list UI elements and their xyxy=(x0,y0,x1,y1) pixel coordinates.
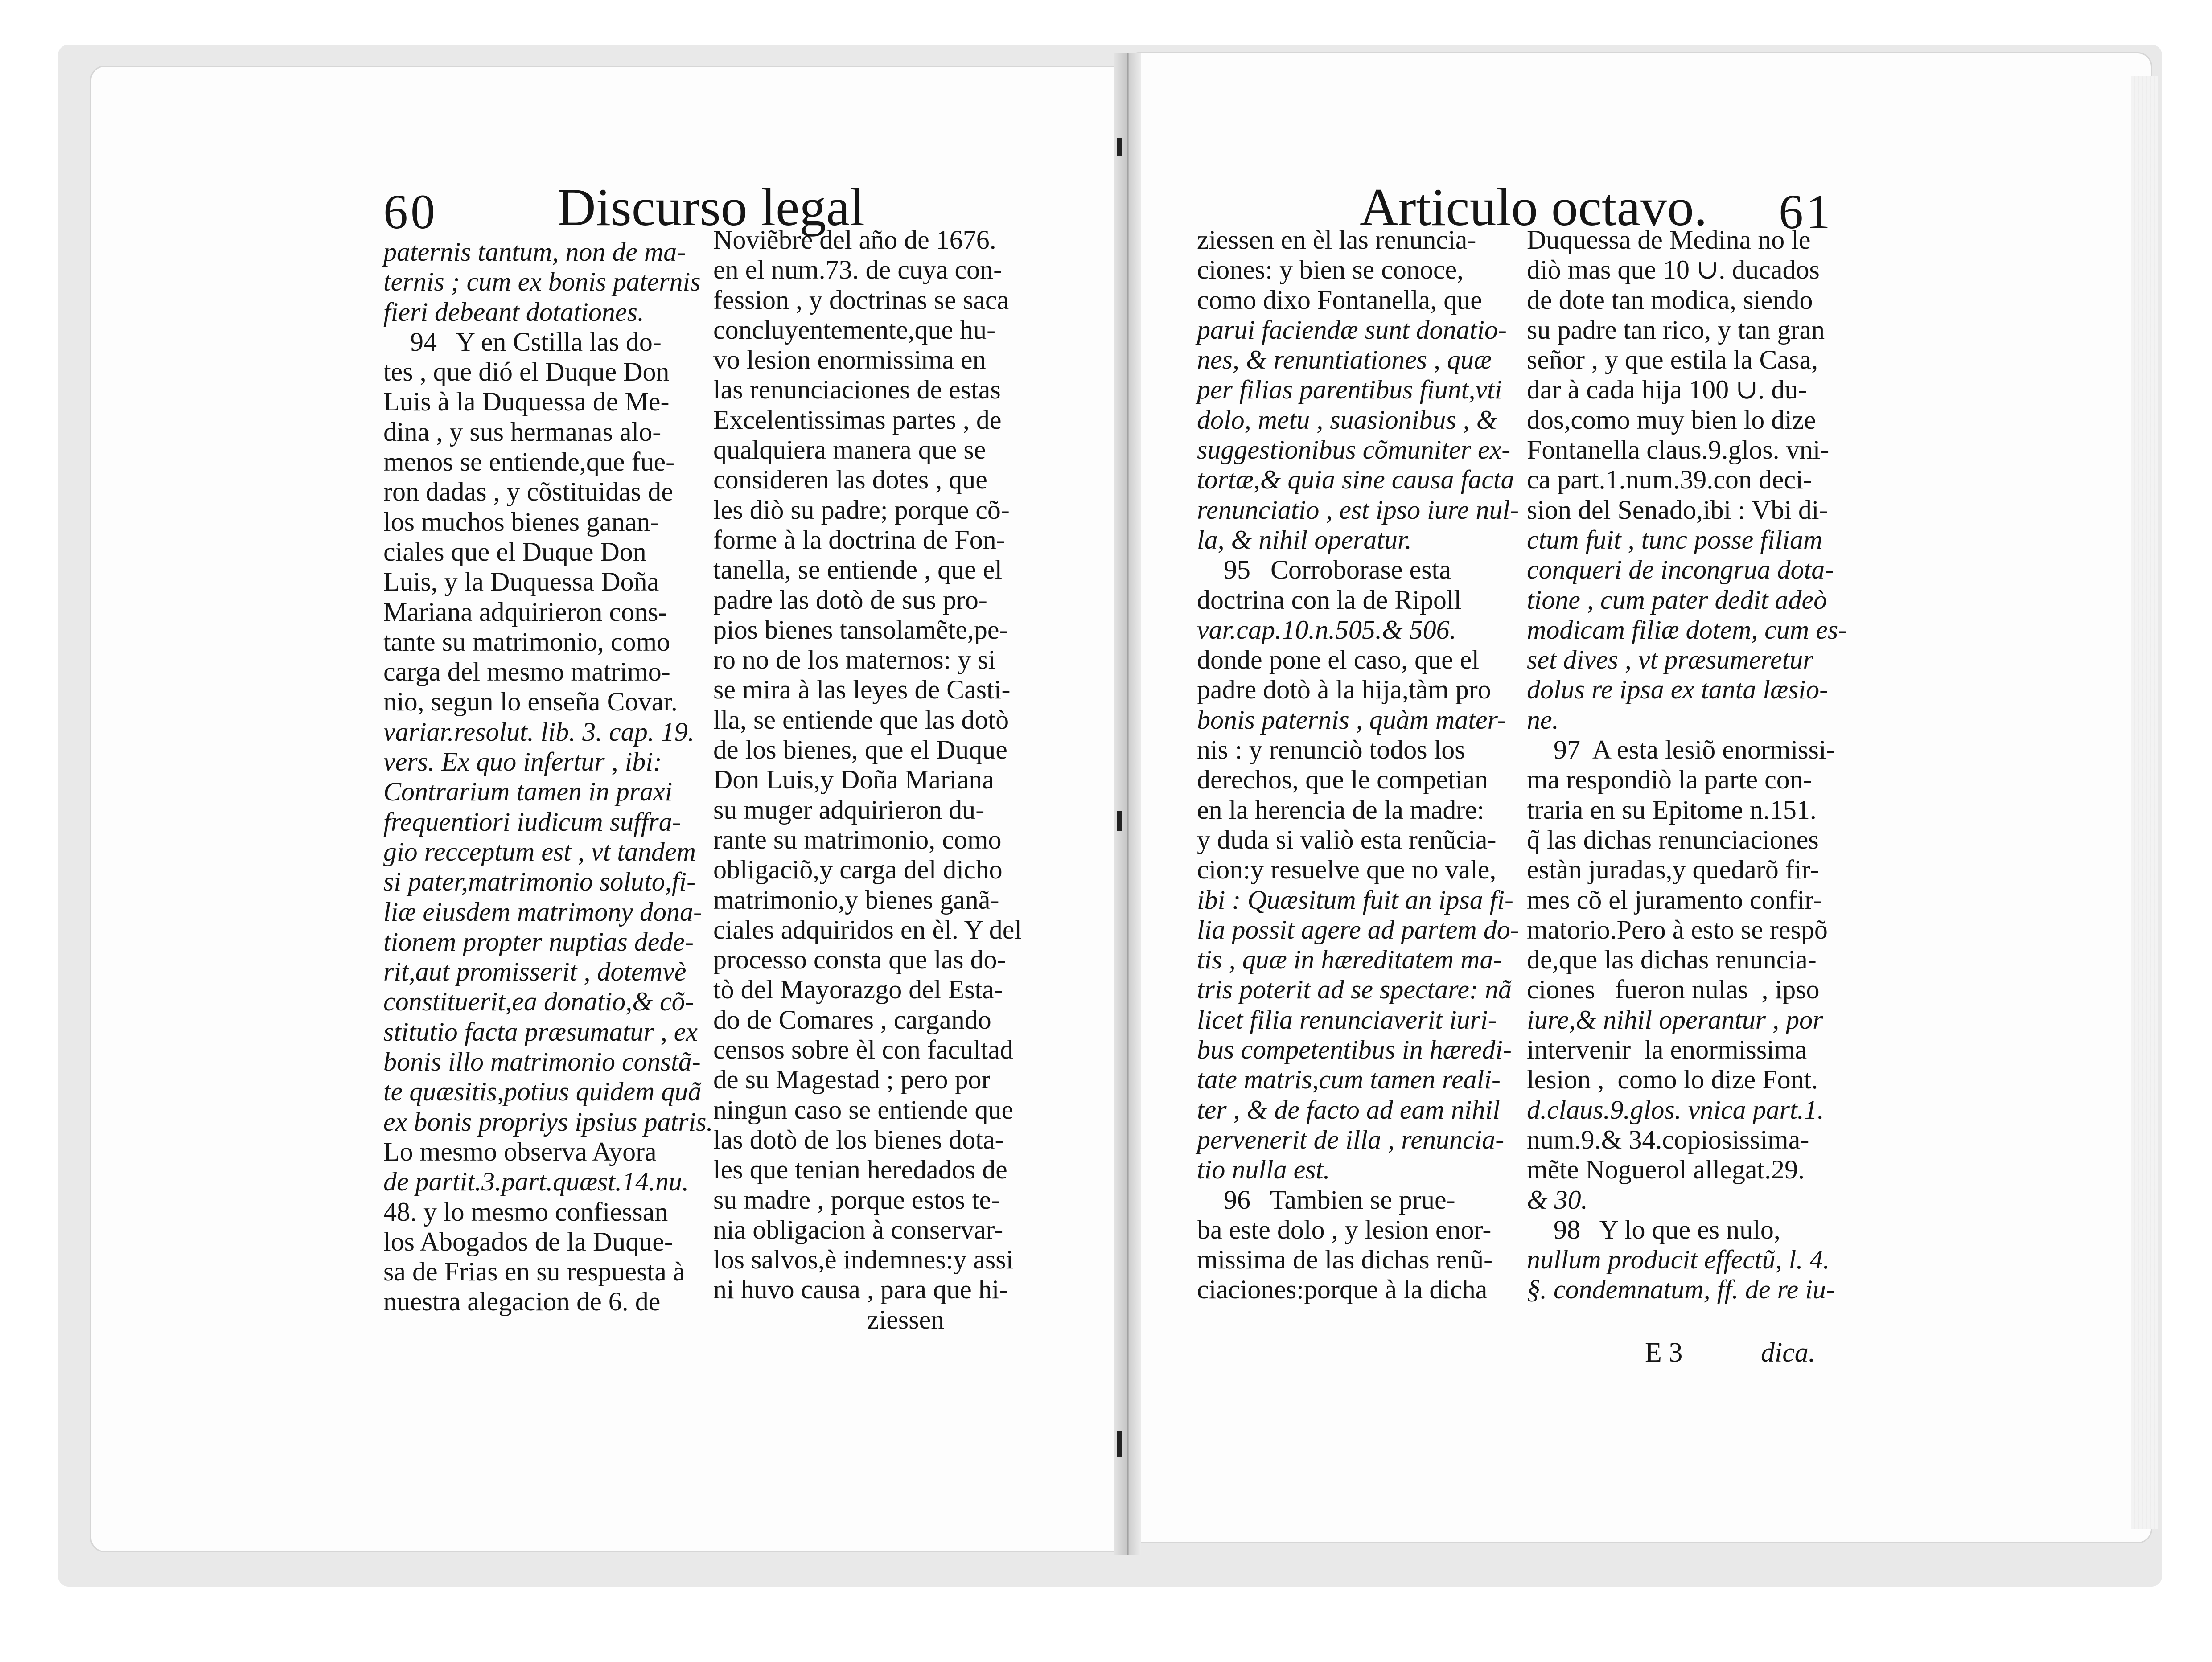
text-line: 95 Corroborase esta xyxy=(1197,555,1451,585)
text-line: señor , y que estila la Casa, xyxy=(1527,345,1818,375)
text-line: matorio.Pero à esto se respõ xyxy=(1527,915,1828,944)
text-line: mes cõ el juramento confir- xyxy=(1527,885,1822,915)
text-line: su madre , porque estos te- xyxy=(713,1185,1000,1215)
text-line: su muger adquirieron du- xyxy=(713,795,985,825)
text-line: de dote tan modica, siendo xyxy=(1527,285,1813,315)
text-line: tanella, se entiende , que el xyxy=(713,555,1003,585)
text-line: do de Comares , cargando xyxy=(713,1005,991,1034)
text-line: liæ eiusdem matrimony dona- xyxy=(383,897,702,927)
text-line: lia possit agere ad partem do- xyxy=(1197,915,1519,944)
right-running-head: Articulo octavo. xyxy=(1360,177,1707,237)
text-line: processo consta que las do- xyxy=(713,945,1006,975)
text-line: consideren las dotes , que xyxy=(713,465,987,495)
text-line: Luis, y la Duquessa Doña xyxy=(383,567,659,597)
text-line: estàn juradas,y quedarõ fir- xyxy=(1527,855,1819,885)
right-page-number: 61 xyxy=(1779,185,1833,239)
text-line: ctum fuit , tunc posse filiam xyxy=(1527,525,1823,554)
text-line: §. condemnatum, ff. de re iu- xyxy=(1527,1275,1835,1305)
text-line: ciones: y bien se conoce, xyxy=(1197,255,1464,285)
text-line: constituerit,ea donatio,& cõ- xyxy=(383,987,694,1017)
text-line: Duquessa de Medina no le xyxy=(1527,225,1811,254)
text-line: conqueri de incongrua dota- xyxy=(1527,555,1834,585)
spine-mark xyxy=(1117,1431,1122,1457)
text-line: tortæ,& quia sine causa facta xyxy=(1197,465,1514,495)
signature-mark: E 3 xyxy=(1645,1338,1683,1368)
text-line: dolo, metu , suasionibus , & xyxy=(1197,405,1497,435)
text-line: 48. y lo mesmo confiessan xyxy=(383,1197,668,1227)
text-line: qualquiera manera que se xyxy=(713,435,986,465)
text-line: suggestionibus cõmuniter ex- xyxy=(1197,435,1511,465)
text-line: parui faciendæ sunt donatio- xyxy=(1197,315,1507,345)
text-line: Lo mesmo observa Ayora xyxy=(383,1137,657,1166)
text-line: nia obligacion à conservar- xyxy=(713,1215,1003,1244)
text-line: & 30. xyxy=(1527,1185,1588,1215)
text-line: pervenerit de illa , renuncia- xyxy=(1197,1124,1505,1154)
text-line: tante su matrimonio, como xyxy=(383,627,670,657)
text-line: Contrarium tamen in praxi xyxy=(383,777,673,807)
page-edges xyxy=(2131,76,2158,1529)
text-line: como dixo Fontanella, que xyxy=(1197,285,1482,315)
left-page-number: 60 xyxy=(383,185,438,239)
text-line: y duda si valiò esta renũcia- xyxy=(1197,825,1497,854)
text-line: padre dotò à la hija,tàm pro xyxy=(1197,675,1491,705)
text-line: los Abogados de la Duque- xyxy=(383,1227,673,1256)
text-line: tris poterit ad se spectare: nã xyxy=(1197,975,1512,1005)
text-line: ziessen xyxy=(713,1305,945,1334)
text-line: 97 A esta lesiõ enormissi- xyxy=(1527,735,1835,765)
text-line: si pater,matrimonio soluto,fi- xyxy=(383,867,696,897)
text-line: su padre tan rico, y tan gran xyxy=(1527,315,1825,345)
text-line: se mira à las leyes de Casti- xyxy=(713,675,1011,705)
text-line: los muchos bienes ganan- xyxy=(383,507,659,537)
text-line: Luis à la Duquessa de Me- xyxy=(383,387,670,417)
text-line: menos se entiende,que fue- xyxy=(383,447,675,477)
text-line: num.9.& 34.copiosissima- xyxy=(1527,1124,1809,1154)
text-line: q̃ las dichas renunciaciones xyxy=(1527,825,1819,854)
text-line: nis : y renunciò todos los xyxy=(1197,735,1465,765)
text-line: ziessen en èl las renuncia- xyxy=(1197,225,1476,254)
text-line: bonis illo matrimonio constã- xyxy=(383,1047,701,1077)
text-line: tes , que dió el Duque Don xyxy=(383,357,670,387)
text-line: variar.resolut. lib. 3. cap. 19. xyxy=(383,717,695,747)
text-line: bonis paternis , quàm mater- xyxy=(1197,705,1506,735)
text-line: ne. xyxy=(1527,705,1559,735)
text-line: dar à cada hija 100 ∪. du- xyxy=(1527,375,1807,405)
text-line: las renunciaciones de estas xyxy=(713,375,1001,405)
text-line: Excelentissimas partes , de xyxy=(713,405,1002,435)
text-line: rante su matrimonio, como xyxy=(713,825,1002,854)
text-line: tò del Mayorazgo del Esta- xyxy=(713,975,1003,1005)
text-line: tate matris,cum tamen reali- xyxy=(1197,1065,1501,1095)
text-line: mẽte Noguerol allegat.29. xyxy=(1527,1155,1805,1185)
catchword: dica. xyxy=(1761,1338,1816,1368)
text-line: vers. Ex quo infertur , ibi: xyxy=(383,747,662,777)
text-line: 98 Y lo que es nulo, xyxy=(1527,1215,1780,1244)
text-line: ba este dolo , y lesion enor- xyxy=(1197,1215,1492,1244)
text-line: tis , quæ in hæreditatem ma- xyxy=(1197,945,1502,975)
text-line: de los bienes, que el Duque xyxy=(713,735,1007,765)
text-line: var.cap.10.n.505.& 506. xyxy=(1197,615,1456,644)
text-line: Mariana adquirieron cons- xyxy=(383,597,667,627)
text-line: ciones fueron nulas , ipso xyxy=(1527,975,1820,1005)
text-line: modicam filiæ dotem, cum es- xyxy=(1527,615,1847,644)
text-line: ma respondiò la parte con- xyxy=(1527,765,1812,795)
text-line: stitutio facta præsumatur , ex xyxy=(383,1017,698,1046)
text-line: ningun caso se entiende que xyxy=(713,1095,1014,1124)
text-line: sion del Senado,ibi : Vbi di- xyxy=(1527,495,1828,525)
text-line: tione , cum pater dedit adeò xyxy=(1527,585,1827,615)
text-line: tionem propter nuptias dede- xyxy=(383,927,694,956)
text-line: 96 Tambien se prue- xyxy=(1197,1185,1455,1215)
text-line: ni huvo causa , para que hi- xyxy=(713,1275,1008,1305)
text-line: padre las dotò de sus pro- xyxy=(713,585,987,615)
text-line: ter , & de facto ad eam nihil xyxy=(1197,1095,1500,1124)
text-line: sa de Frias en su respuesta à xyxy=(383,1257,685,1287)
text-line: bus competentibus in hæredi- xyxy=(1197,1035,1512,1065)
text-line: carga del mesmo matrimo- xyxy=(383,657,670,687)
text-line: matrimonio,y bienes ganã- xyxy=(713,885,999,915)
left-running-head: Discurso legal xyxy=(557,177,865,237)
text-line: de su Magestad ; pero por xyxy=(713,1065,991,1095)
text-line: les diò su padre; porque cõ- xyxy=(713,495,1010,525)
text-line: en la herencia de la madre: xyxy=(1197,795,1484,825)
text-line: pios bienes tansolamẽte,pe- xyxy=(713,615,1008,644)
text-line: Don Luis,y Doña Mariana xyxy=(713,765,994,795)
text-line: lesion , como lo dize Font. xyxy=(1527,1065,1818,1095)
text-line: nuestra alegacion de 6. de xyxy=(383,1287,661,1317)
right-column-1 xyxy=(1197,225,1519,1305)
text-line: d.claus.9.glos. vnica part.1. xyxy=(1527,1095,1824,1124)
text-line: dolus re ipsa ex tanta læsio- xyxy=(1527,675,1829,705)
text-line: paternis tantum, non de ma- xyxy=(383,237,686,267)
text-line: rit,aut promisserit , dotemvè xyxy=(383,957,687,987)
text-line: forme à la doctrina de Fon- xyxy=(713,525,1005,554)
text-line: ciales adquiridos en èl. Y del xyxy=(713,915,1022,944)
text-line: set dives , vt præsumeretur xyxy=(1527,645,1813,675)
text-line: censos sobre èl con facultad xyxy=(713,1035,1014,1065)
text-line: ciaciones:porque à la dicha xyxy=(1197,1275,1488,1305)
text-line: ternis ; cum ex bonis paternis xyxy=(383,267,701,297)
text-line: ciales que el Duque Don xyxy=(383,537,646,566)
text-line: la, & nihil operatur. xyxy=(1197,525,1412,554)
text-line: derechos, que le competian xyxy=(1197,765,1488,795)
text-line: Fontanella claus.9.glos. vni- xyxy=(1527,435,1830,465)
spine-mark xyxy=(1117,811,1122,831)
text-line: lla, se entiende que las dotò xyxy=(713,705,1009,735)
text-line: donde pone el caso, que el xyxy=(1197,645,1480,675)
text-line: de,que las dichas renuncia- xyxy=(1527,945,1817,975)
text-line: tio nulla est. xyxy=(1197,1155,1330,1185)
text-line: cion:y resuelve que no vale, xyxy=(1197,855,1497,885)
text-line: ro no de los maternos: y si xyxy=(713,645,996,675)
text-line: dos,como muy bien lo dize xyxy=(1527,405,1816,435)
text-line: vo lesion enormissima en xyxy=(713,345,986,375)
book-gutter xyxy=(1114,53,1141,1555)
text-line: nio, segun lo enseña Covar. xyxy=(383,687,678,717)
text-line: Noviẽbre del año de 1676. xyxy=(713,225,996,254)
text-line: intervenir la enormissima xyxy=(1527,1035,1807,1065)
spine-mark xyxy=(1117,138,1122,156)
text-line: doctrina con la de Ripoll xyxy=(1197,585,1462,615)
text-line: las dotò de los bienes dota- xyxy=(713,1124,1004,1154)
text-line: les que tenian heredados de xyxy=(713,1155,1007,1185)
text-line: obligaciõ,y carga del dicho xyxy=(713,855,1003,885)
text-line: ron dadas , y cõstituidas de xyxy=(383,477,673,507)
text-line: iure,& nihil operantur , por xyxy=(1527,1005,1823,1034)
text-line: dina , y sus hermanas alo- xyxy=(383,417,662,447)
text-line: traria en su Epitome n.151. xyxy=(1527,795,1817,825)
text-line: los salvos,è indemnes:y assi xyxy=(713,1245,1014,1275)
text-line: ex bonis propriys ipsius patris. xyxy=(383,1107,713,1137)
text-line: per filias parentibus fiunt,vti xyxy=(1197,375,1502,405)
left-column-1 xyxy=(383,237,713,1317)
text-line: gio recceptum est , vt tandem xyxy=(383,837,696,866)
text-line: frequentiori iudicum suffra- xyxy=(383,807,681,837)
text-line: missima de las dichas renũ- xyxy=(1197,1245,1493,1275)
right-column-2 xyxy=(1527,225,1847,1305)
text-line: 94 Y en Cstilla las do- xyxy=(383,327,662,357)
text-line: fession , y doctrinas se saca xyxy=(713,285,1009,315)
text-line: te quæsitis,potius quidem quã xyxy=(383,1077,702,1107)
text-line: diò mas que 10 ∪. ducados xyxy=(1527,255,1820,285)
text-line: nes, & renuntiationes , quæ xyxy=(1197,345,1492,375)
text-line: renunciatio , est ipso iure nul- xyxy=(1197,495,1519,525)
text-line: de partit.3.part.quæst.14.nu. xyxy=(383,1167,689,1197)
text-line: licet filia renunciaverit iuri- xyxy=(1197,1005,1497,1034)
text-line: nullum producit effectũ, l. 4. xyxy=(1527,1245,1830,1275)
text-line: concluyentemente,que hu- xyxy=(713,315,996,345)
left-column-2 xyxy=(713,225,1022,1335)
text-line: ca part.1.num.39.con deci- xyxy=(1527,465,1812,495)
text-line: ibi : Quæsitum fuit an ipsa fi- xyxy=(1197,885,1514,915)
text-line: en el num.73. de cuya con- xyxy=(713,255,1003,285)
text-line: fieri debeant dotationes. xyxy=(383,297,644,327)
